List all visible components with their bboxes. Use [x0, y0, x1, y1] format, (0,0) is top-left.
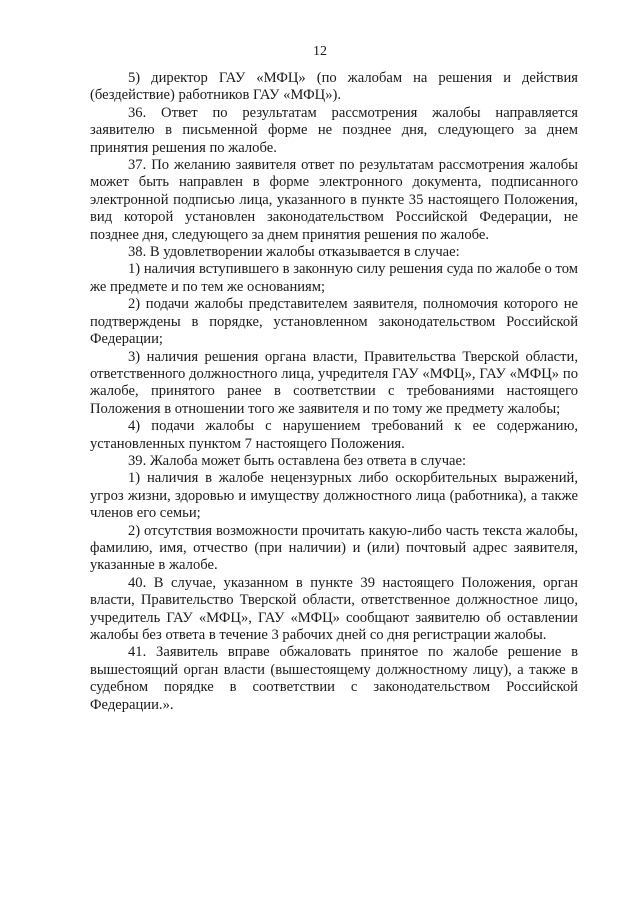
paragraph-41: 41. Заявитель вправе обжаловать принятое по жалобе решение в вышестоящий орган власти (вышестоящему должностному лицу), а также в судебном порядке в соответствии с законодательством Российской Федерации.».	[90, 644, 578, 713]
paragraph-38-item-4: 4) подачи жалобы с нарушением требований к ее содержанию, установленных пунктом 7 настоящего Положения.	[90, 418, 578, 452]
paragraph-38: 38. В удовлетворении жалобы отказывается в случае:	[128, 244, 460, 261]
paragraph-38-item-2: 2) подачи жалобы представителем заявителя, полномочия которого не подтверждены в порядке, установленном законодательством Российской Федерации;	[90, 296, 578, 348]
paragraph-36: 36. Ответ по результатам рассмотрения жалобы направляется заявителю в письменной форме не позднее дня, следующего за днем принятия решения по жалобе.	[90, 104, 578, 156]
paragraph-37: 37. По желанию заявителя ответ по результатам рассмотрения жалобы может быть направлен в форме электронного документа, подписанного электронной подписью лица, указанного в пункте 35 настоящего Положения, вид которой установлен законодательством Российской Федерации, не позднее дня, следующего за днем принятия решения по жалобе.	[90, 157, 578, 243]
paragraph-40: 40. В случае, указанном в пункте 39 настоящего Положения, орган власти, Правительство Тверской области, ответственное должностное лицо, учредитель ГАУ «МФЦ», ГАУ «МФЦ» сообщают заявителю об оставлении жалобы без ответа в течение 3 рабочих дней со дня регистрации жалобы.	[90, 574, 578, 643]
paragraph-39-item-2: 2) отсутствия возможности прочитать какую-либо часть текста жалобы, фамилию, имя, отчество (при наличии) и (или) почтовый адрес заявителя, указанные в жалобе.	[90, 522, 578, 574]
page-number: 12	[313, 44, 327, 59]
document-body	[90, 70, 578, 714]
paragraph-38-item-3: 3) наличия решения органа власти, Правительства Тверской области, ответственного должностного лица, учредителя ГАУ «МФЦ», ГАУ «МФЦ» по жалобе, принятого ранее в соответствии с требованиями настоящего Положения в отношении того же заявителя и по тому же предмету жалобы;	[90, 348, 578, 417]
paragraph-38-item-1: 1) наличия вступившего в законную силу решения суда по жалобе о том же предмете и по тем же основаниям;	[90, 261, 578, 295]
paragraph-35-item-5: 5) директор ГАУ «МФЦ» (по жалобам на решения и действия (бездействие) работников ГАУ «МФЦ»).	[90, 70, 578, 104]
paragraph-39: 39. Жалоба может быть оставлена без ответа в случае:	[128, 452, 467, 469]
paragraph-39-item-1: 1) наличия в жалобе нецензурных либо оскорбительных выражений, угроз жизни, здоровью и имуществу должностного лица (работника), а также членов его семьи;	[90, 470, 578, 522]
